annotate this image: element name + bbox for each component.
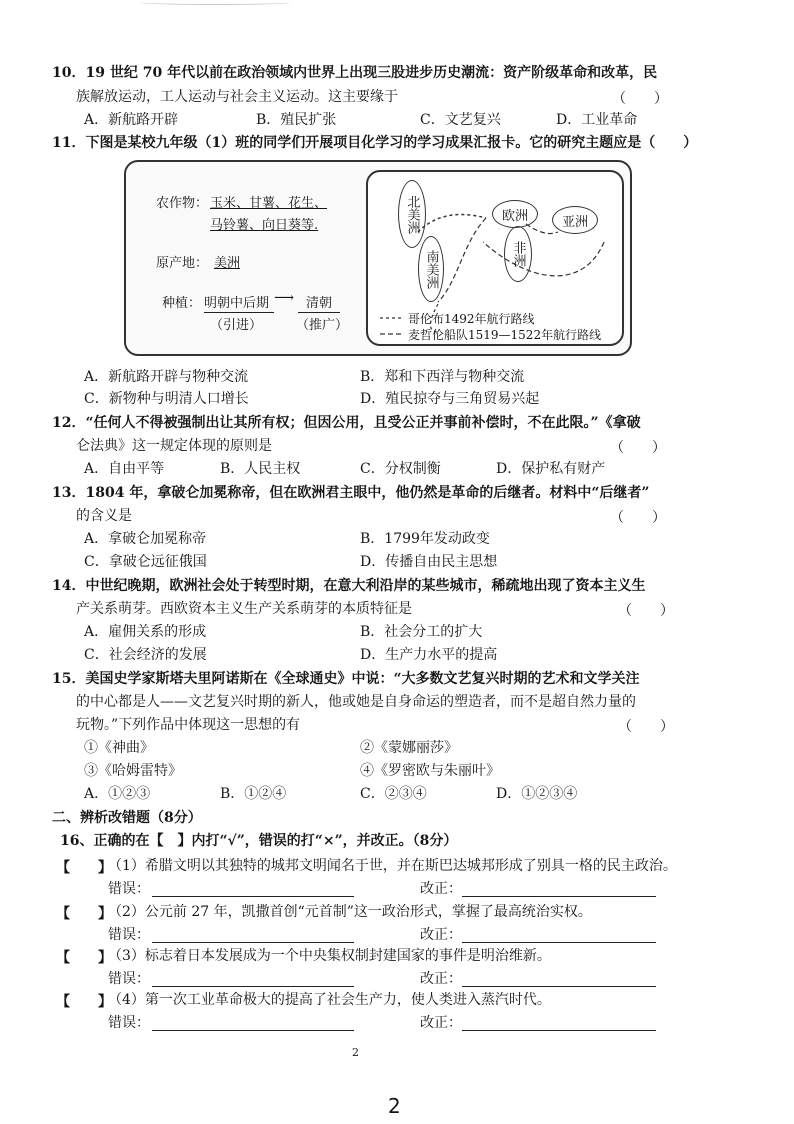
q16-4-fix-label: 改正： bbox=[420, 1015, 462, 1031]
q14-line2: 产关系萌芽。西欧资本主义生产关系萌芽的本质特征是 bbox=[76, 601, 412, 617]
q11-option-c: C．新物种与明清人口增长 bbox=[84, 391, 249, 407]
q16-4-error-line[interactable] bbox=[152, 1030, 354, 1031]
q16-3-statement: （3）标志着日本发展成为一个中央集权制封建国家的事件是明治维新。 bbox=[108, 948, 551, 964]
q12-line2: 仑法典》这一规定体现的原则是 bbox=[76, 438, 272, 454]
q14-option-b: B．社会分工的扩大 bbox=[360, 624, 483, 640]
q16-3-fix-label: 改正： bbox=[420, 971, 462, 987]
crops-label: 农作物： bbox=[156, 196, 209, 211]
q12-option-c: C．分权制衡 bbox=[360, 461, 441, 477]
south-america: 南美洲 bbox=[418, 236, 444, 302]
africa: 非洲 bbox=[504, 226, 532, 282]
q13-option-c: C．拿破仑远征俄国 bbox=[84, 554, 207, 570]
q16-2-error-line[interactable] bbox=[152, 942, 354, 943]
q16-1-error-line[interactable] bbox=[152, 896, 354, 897]
q16-2-fix-label: 改正： bbox=[420, 927, 462, 943]
q14-line1: 14．中世纪晚期，欧洲社会处于转型时期，在意大利沿岸的某些城市，稀疏地出现了资本主义生 bbox=[52, 578, 646, 594]
q15-option-b: B．①②④ bbox=[220, 786, 287, 802]
q10-option-c: C．文艺复兴 bbox=[420, 112, 501, 128]
arrow-right-icon: ⟶ bbox=[274, 290, 295, 306]
north-america: 北美洲 bbox=[398, 180, 426, 248]
q16-3-error-label: 错误： bbox=[108, 971, 150, 987]
q14-option-a: A．雇佣关系的形成 bbox=[84, 624, 207, 640]
q16-4-bracket[interactable]: 【 】 bbox=[56, 994, 112, 1010]
q13-line2: 的含义是 bbox=[76, 508, 132, 524]
q15-option-c: C．②③④ bbox=[360, 786, 427, 802]
q16-1-fix-label: 改正： bbox=[420, 881, 462, 897]
plant-to: 清朝 bbox=[306, 296, 333, 311]
q15-work-4: ④《罗密欧与朱丽叶》 bbox=[360, 763, 500, 779]
q16-1-fix-line[interactable] bbox=[462, 896, 656, 897]
q16-3-bracket[interactable]: 【 】 bbox=[56, 950, 112, 966]
q12-option-d: D．保护私有财产 bbox=[496, 461, 606, 477]
q11-option-a: A．新航路开辟与物种交流 bbox=[84, 369, 249, 385]
q10-line1: 10．19 世纪 70 年代以前在政治领域内世界上出现三股进步历史潮流：资产阶级革命和改革，民 bbox=[52, 65, 658, 81]
q16-4-fix-line[interactable] bbox=[462, 1030, 656, 1031]
q16-4-statement: （4）第一次工业革命极大的提高了社会生产力，使人类进入蒸汽时代。 bbox=[108, 992, 551, 1008]
q15-work-1: ①《神曲》 bbox=[84, 740, 154, 756]
q12-option-a: A．自由平等 bbox=[84, 461, 165, 477]
q11-stem: 11．下图是某校九年级（1）班的同学们开展项目化学习的学习成果汇报卡。它的研究主题应是（ ） bbox=[52, 135, 698, 151]
q14-option-d: D．生产力水平的提高 bbox=[360, 647, 498, 663]
legend-magellan: 麦哲伦船队1519—1522年航行路线 bbox=[408, 328, 602, 342]
q14-option-c: C．社会经济的发展 bbox=[84, 647, 207, 663]
q11-option-d: D．殖民掠夺与三角贸易兴起 bbox=[360, 391, 540, 407]
europe: 欧洲 bbox=[492, 200, 538, 228]
q15-line2: 的中心都是人——文艺复兴时期的新人，他或她是自身命运的塑造者，而不是超自然力量的 bbox=[76, 694, 636, 710]
q12-option-b: B．人民主权 bbox=[220, 461, 301, 477]
q10-option-b: B．殖民扩张 bbox=[256, 112, 337, 128]
q16-1-error-label: 错误： bbox=[108, 881, 150, 897]
plant-label: 种植： bbox=[162, 296, 202, 311]
origin-value: 美洲 bbox=[214, 256, 241, 271]
q15-line1: 15．美国史学家斯塔夫里阿诺斯在《全球通史》中说：“大多数文艺复兴时期的艺术和文学关注 bbox=[52, 671, 640, 687]
q15-work-3: ③《哈姆雷特》 bbox=[84, 763, 182, 779]
q10-option-a: A．新航路开辟 bbox=[84, 112, 179, 128]
voyage-map bbox=[366, 170, 624, 346]
q15-line3: 玩物。”下列作品中体现这一思想的有 bbox=[76, 717, 301, 733]
section2-instruction: 16、正确的在【 】内打“√”，错误的打“×”，并改正。（8分） bbox=[60, 833, 458, 849]
q16-2-statement: （2）公元前 27 年，凯撒首创“元首制”这一政治形式，掌握了最高统治实权。 bbox=[108, 904, 592, 920]
q16-3-error-line[interactable] bbox=[152, 986, 354, 987]
q12-answer-paren[interactable]: （ ） bbox=[610, 440, 666, 456]
q13-answer-paren[interactable]: （ ） bbox=[610, 510, 666, 526]
plant-from: 明朝中后期 bbox=[204, 296, 270, 311]
q15-option-d: D．①②③④ bbox=[496, 786, 578, 802]
q15-option-a: A．①②③ bbox=[84, 786, 151, 802]
crops-line1: 玉米、甘薯、花生、 bbox=[210, 196, 328, 211]
q16-2-fix-line[interactable] bbox=[462, 942, 656, 943]
study-card-figure bbox=[124, 160, 632, 356]
q10-answer-paren[interactable]: （ ） bbox=[612, 91, 668, 107]
scan-mark bbox=[140, 0, 290, 5]
q13-option-b: B．1799年发动政变 bbox=[360, 531, 490, 547]
q10-line2: 族解放运动，工人运动与社会主义运动。这主要缘于 bbox=[76, 89, 398, 105]
q16-1-statement: （1）希腊文明以其独特的城邦文明闻名于世，并在斯巴达城邦形成了别具一格的民主政治。 bbox=[108, 858, 677, 874]
plant-from-note: （引进） bbox=[210, 318, 263, 333]
q16-2-bracket[interactable]: 【 】 bbox=[56, 906, 112, 922]
legend-columbus: 哥伦布1492年航行路线 bbox=[408, 312, 535, 326]
plant-to-note: （推广） bbox=[296, 318, 349, 333]
q10-option-d: D．工业革命 bbox=[556, 112, 638, 128]
q15-answer-paren[interactable]: （ ） bbox=[618, 719, 674, 735]
q16-1-bracket[interactable]: 【 】 bbox=[56, 860, 112, 876]
q15-work-2: ②《蒙娜丽莎》 bbox=[360, 740, 458, 756]
q13-line1: 13．1804 年，拿破仑加冕称帝，但在欧洲君主眼中，他仍然是革命的后继者。材料中“后继者” bbox=[52, 485, 650, 501]
q16-2-error-label: 错误： bbox=[108, 927, 150, 943]
sheet-page-number: 2 bbox=[352, 1046, 359, 1059]
q16-3-fix-line[interactable] bbox=[462, 986, 656, 987]
crops-line2: 马铃薯、向日葵等. bbox=[210, 218, 319, 233]
q14-answer-paren[interactable]: （ ） bbox=[618, 603, 674, 619]
asia: 亚洲 bbox=[552, 206, 598, 234]
page-number: 2 bbox=[388, 1094, 401, 1118]
section2-title: 二、辨析改错题（8分） bbox=[52, 810, 202, 826]
q13-option-d: D．传播自由民主思想 bbox=[360, 554, 498, 570]
q13-option-a: A．拿破仑加冕称帝 bbox=[84, 531, 207, 547]
q16-4-error-label: 错误： bbox=[108, 1015, 150, 1031]
origin-label: 原产地： bbox=[156, 256, 209, 271]
q12-line1: 12．“任何人不得被强制出让其所有权；但因公用，且受公正并事前补偿时，不在此限。”《拿破 bbox=[52, 415, 641, 431]
q11-option-b: B．郑和下西洋与物种交流 bbox=[360, 369, 525, 385]
